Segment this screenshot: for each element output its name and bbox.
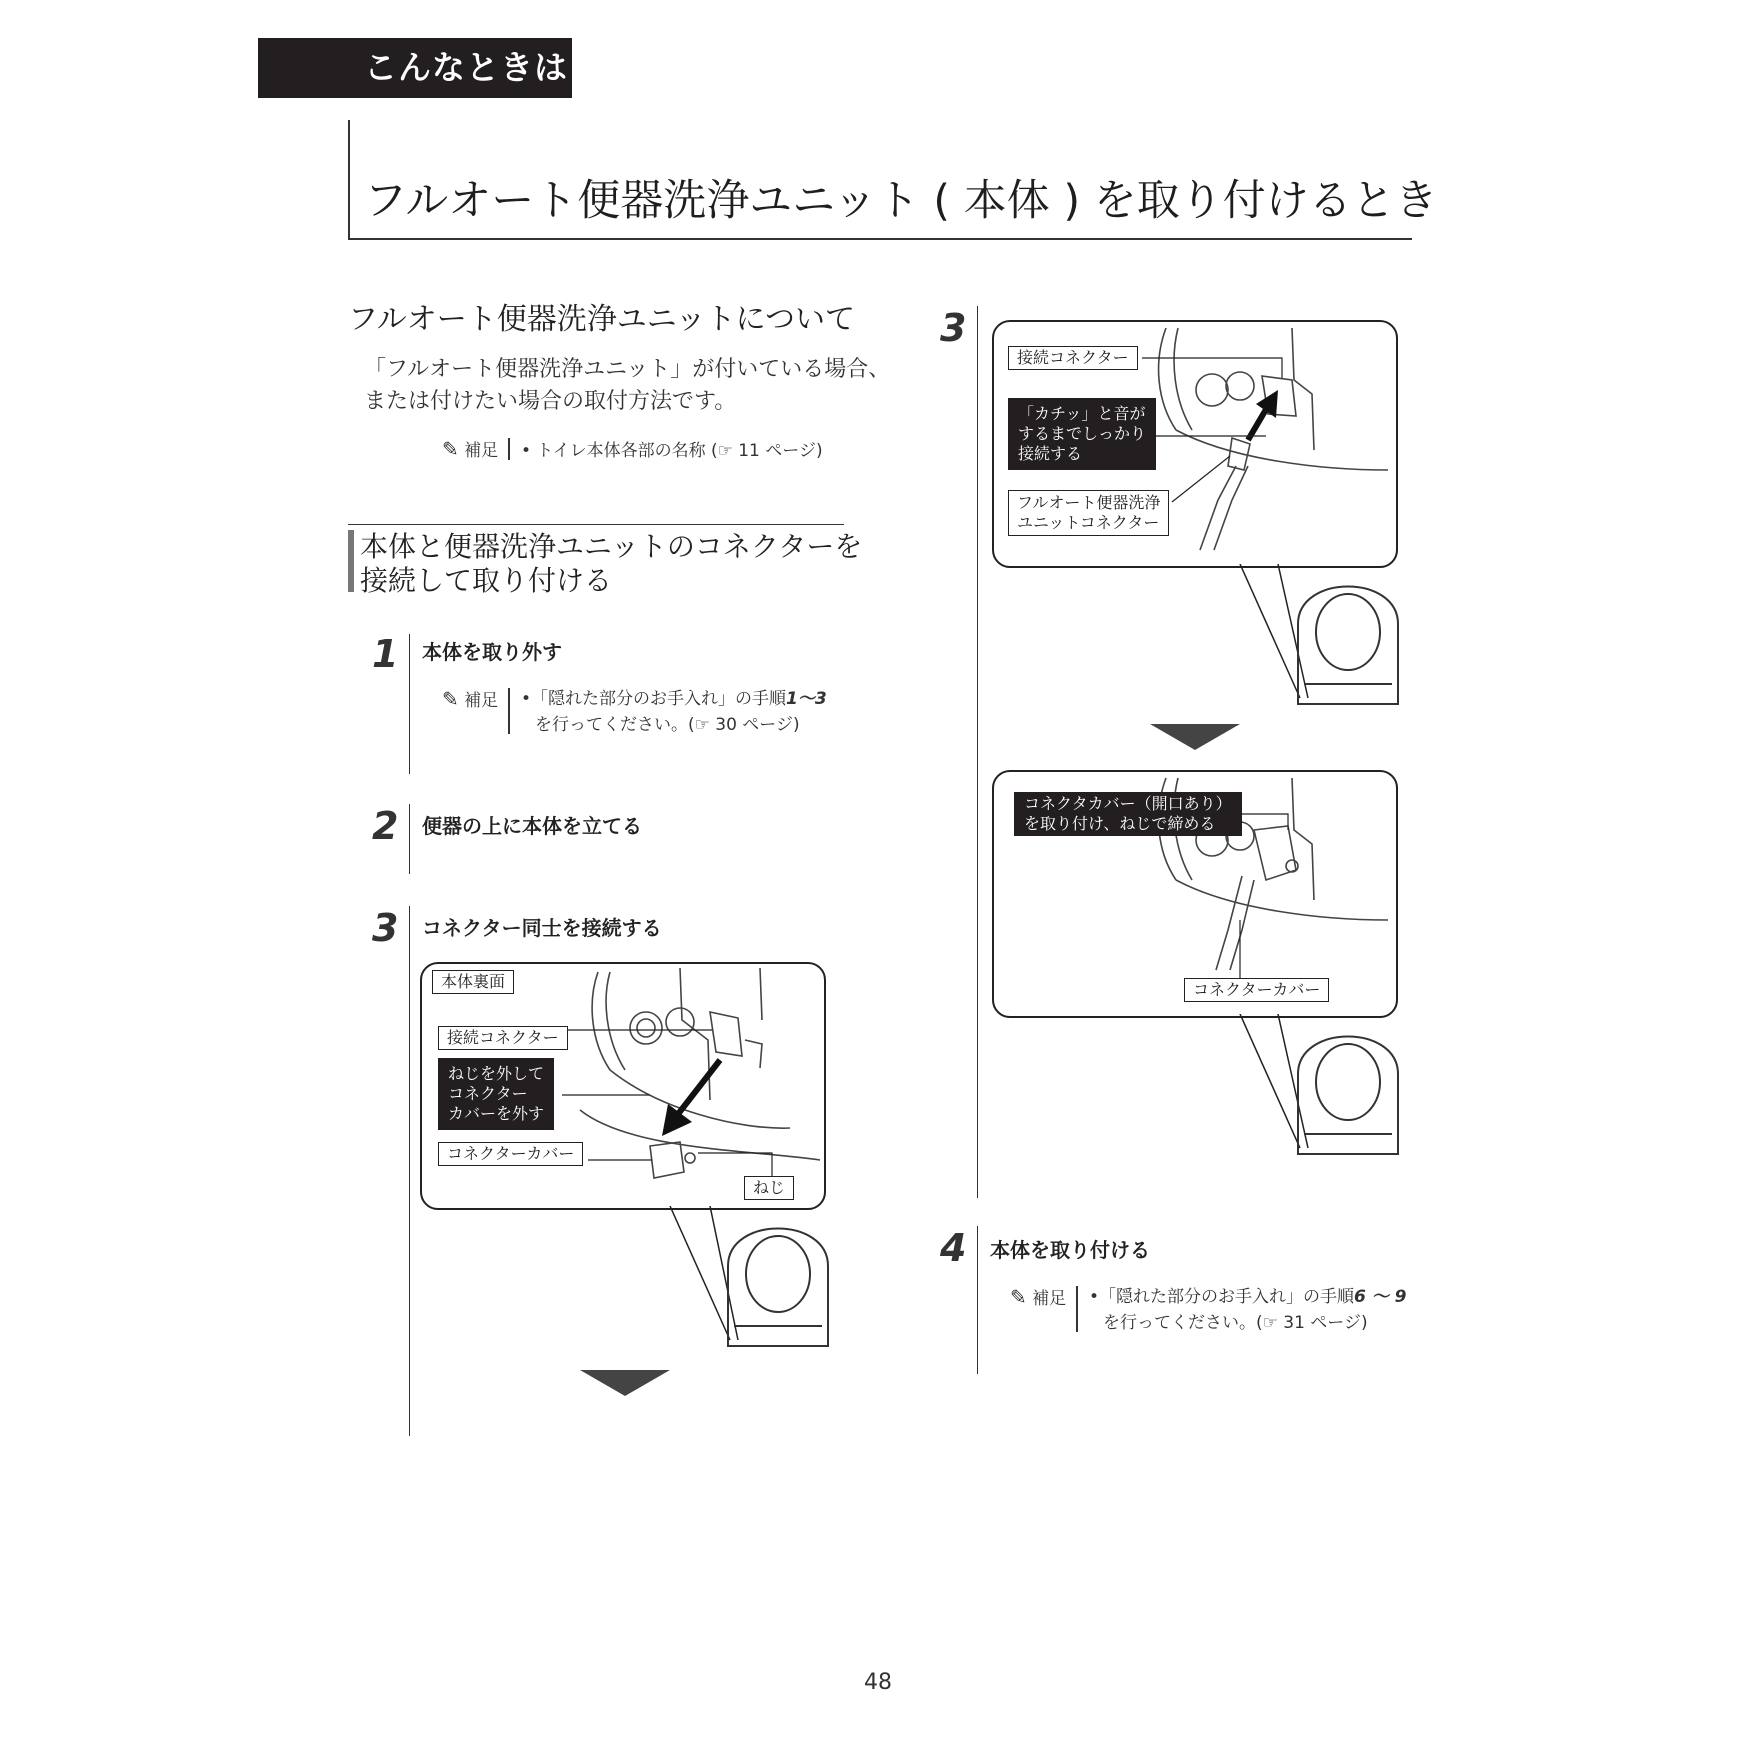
note-parts-reference	[442, 436, 823, 464]
pencil-icon: ✎	[442, 687, 459, 711]
title-rule-horizontal	[348, 238, 1412, 240]
intro-line-2: または付けたい場合の取付方法です。	[364, 389, 737, 414]
label-line: ねじを外して	[448, 1064, 545, 1083]
note-divider	[508, 688, 510, 734]
intro-line-1: 「フルオート便器洗浄ユニット」が付いている場合、	[364, 357, 891, 382]
note-line-2: を行ってください。(☞ 30 ページ)	[534, 715, 800, 735]
toilet-seat-outline	[728, 1229, 828, 1347]
note-label: 補足	[464, 691, 499, 711]
note-line-1	[521, 689, 827, 709]
label-click-instruction	[1008, 398, 1156, 470]
note-label: 補足	[464, 441, 499, 461]
subsection-rule	[348, 524, 844, 525]
label-line: を取り付け、ねじで締める	[1024, 814, 1216, 833]
label-line: 接続する	[1018, 444, 1083, 463]
label-line: コネクター	[448, 1084, 528, 1103]
down-chevron-icon	[580, 1370, 670, 1398]
label-line: コネクタカバー（開口あり）	[1024, 794, 1232, 813]
pencil-icon: ✎	[1010, 1285, 1027, 1309]
label-connector: 接続コネクター	[438, 1026, 568, 1050]
toilet-seat-outline	[1298, 587, 1398, 705]
intro-text	[364, 354, 890, 418]
note-divider	[508, 438, 510, 460]
section-tab: こんなときは	[258, 38, 572, 98]
step-rule	[409, 804, 410, 874]
label-line: するまでしっかり	[1018, 424, 1147, 443]
step-number: 1	[372, 632, 399, 676]
step-rule	[409, 906, 410, 1436]
subsection-heading-line-2: 接続して取り付ける	[360, 564, 613, 597]
step-rule	[409, 634, 410, 774]
note-line-1	[1089, 1287, 1407, 1307]
note-body	[1089, 1284, 1407, 1336]
step-note	[442, 686, 827, 738]
step-number: 2	[372, 804, 399, 848]
zoom-leader	[1278, 564, 1308, 698]
zoom-leader	[710, 1206, 738, 1340]
subsection-heading	[360, 530, 862, 598]
label-line: カバーを外す	[448, 1104, 545, 1123]
label-connector-cover: コネクターカバー	[1184, 978, 1329, 1002]
note-step-range: 1～3	[786, 689, 827, 709]
subsection-marker	[348, 530, 354, 592]
step-note	[1010, 1284, 1407, 1336]
label-connector: 接続コネクター	[1008, 346, 1138, 370]
page-number: 48	[864, 1670, 892, 1695]
step-title: コネクター同士を接続する	[422, 916, 662, 940]
note-line-2: を行ってください。(☞ 31 ページ)	[1102, 1313, 1368, 1333]
label-connector-cover: コネクターカバー	[438, 1142, 583, 1166]
note-divider	[1076, 1286, 1078, 1332]
zoom-leader	[1240, 1014, 1300, 1148]
section-heading-about: フルオート便器洗浄ユニットについて	[348, 302, 855, 337]
toilet-seat-outline	[1298, 1037, 1398, 1155]
down-chevron-icon	[1150, 724, 1240, 752]
label-line: 「カチッ」と音が	[1018, 404, 1146, 423]
step-number: 3	[372, 906, 399, 950]
note-step-range: 6 ～ 9	[1354, 1287, 1407, 1307]
step-title: 便器の上に本体を立てる	[422, 814, 642, 838]
step-title: 本体を取り付ける	[990, 1238, 1150, 1262]
label-screw: ねじ	[744, 1176, 794, 1200]
subsection-heading-line-1: 本体と便器洗浄ユニットのコネクターを	[360, 530, 863, 563]
title-rule-vertical	[348, 120, 350, 240]
note-text: •「隠れた部分のお手入れ」の手順	[1088, 1287, 1355, 1307]
seat-inset	[1228, 564, 1428, 714]
note-text: •「隠れた部分のお手入れ」の手順	[520, 689, 787, 709]
label-attach-instruction	[1014, 792, 1242, 836]
label-line: ユニットコネクター	[1017, 513, 1160, 532]
step-rule	[977, 1226, 978, 1374]
note-label: 補足	[1032, 1289, 1067, 1309]
pencil-icon: ✎	[442, 437, 459, 461]
step-title: 本体を取り外す	[422, 640, 562, 664]
note-body	[521, 686, 827, 738]
seat-inset	[660, 1206, 860, 1356]
step-rule	[977, 306, 978, 1198]
zoom-leader	[670, 1206, 730, 1340]
zoom-leader	[1278, 1014, 1308, 1148]
step-number: 4	[940, 1226, 967, 1270]
seat-inset	[1228, 1014, 1428, 1164]
page-title: フルオート便器洗浄ユニット ( 本体 ) を取り付けるとき	[364, 176, 1438, 226]
label-remove-instruction	[438, 1058, 554, 1130]
label-line: フルオート便器洗浄	[1017, 493, 1161, 512]
zoom-leader	[1240, 564, 1300, 698]
label-back-side: 本体裏面	[432, 970, 514, 994]
label-unit-connector	[1008, 490, 1169, 536]
step-number: 3	[940, 306, 967, 350]
note-text: • トイレ本体各部の名称 (☞ 11 ページ)	[520, 441, 823, 461]
